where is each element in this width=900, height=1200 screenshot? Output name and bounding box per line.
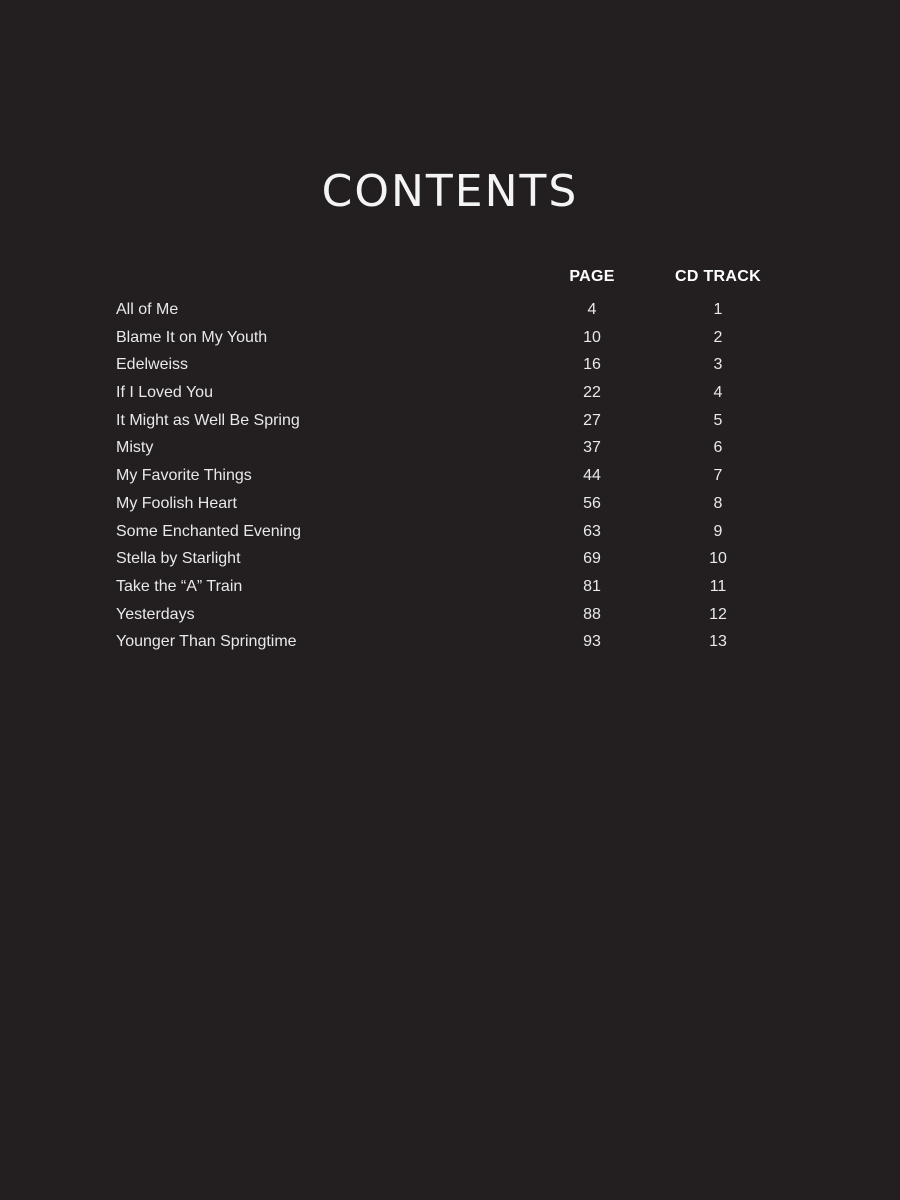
contents-table: [116, 268, 796, 658]
table-row: [116, 492, 796, 520]
page-number: 44: [583, 467, 601, 485]
page-number: 56: [583, 494, 601, 512]
song-title: Take the “A” Train: [116, 577, 243, 595]
table-row: [116, 436, 796, 464]
song-title: Stella by Starlight: [116, 550, 241, 568]
table-row: [116, 603, 796, 631]
track-number: 11: [709, 577, 727, 595]
header-row: [116, 268, 796, 298]
page-title: CONTENTS: [321, 166, 579, 217]
table-row: [116, 298, 796, 326]
song-title: All of Me: [116, 301, 179, 318]
track-number: 5: [713, 411, 723, 429]
page-number: 93: [583, 633, 601, 651]
track-number: 4: [713, 384, 723, 402]
page-number: 69: [583, 550, 601, 568]
page-column-header: PAGE: [569, 268, 615, 285]
page-number: 81: [583, 577, 601, 595]
song-title: It Might as Well Be Spring: [116, 411, 300, 429]
song-title: Misty: [116, 439, 154, 457]
page-number: 27: [583, 411, 601, 429]
track-number: 10: [709, 550, 727, 568]
page-number: 16: [583, 356, 601, 374]
cd-track-column-header: CD TRACK: [675, 268, 761, 285]
track-number: 6: [713, 439, 723, 457]
song-title: If I Loved You: [116, 384, 213, 402]
track-number: 8: [713, 494, 723, 512]
table-row: [116, 353, 796, 381]
table-row: [116, 547, 796, 575]
track-number: 13: [709, 633, 727, 651]
track-number: 7: [713, 467, 723, 485]
page-number: 22: [583, 384, 601, 402]
table-row: [116, 326, 796, 354]
song-title: Some Enchanted Evening: [116, 522, 302, 540]
page-number: 37: [583, 439, 601, 457]
page-number: 88: [583, 605, 601, 623]
table-row: [116, 464, 796, 492]
page-number: 4: [587, 301, 597, 318]
table-row: [116, 575, 796, 603]
table-row: [116, 630, 796, 658]
song-title: Younger Than Springtime: [116, 633, 297, 651]
song-title: Yesterdays: [116, 605, 195, 623]
table-row: [116, 409, 796, 437]
track-number: 9: [713, 522, 723, 540]
track-number: 12: [709, 605, 727, 623]
track-number: 3: [713, 356, 723, 374]
song-title: Edelweiss: [116, 356, 189, 374]
song-title: My Favorite Things: [116, 467, 252, 485]
track-number: 1: [713, 301, 723, 318]
song-title: My Foolish Heart: [116, 494, 237, 512]
track-number: 2: [713, 328, 723, 346]
page-number: 63: [583, 522, 601, 540]
table-row: [116, 381, 796, 409]
table-row: [116, 520, 796, 548]
song-title: Blame It on My Youth: [116, 328, 268, 346]
page-number: 10: [583, 328, 601, 346]
